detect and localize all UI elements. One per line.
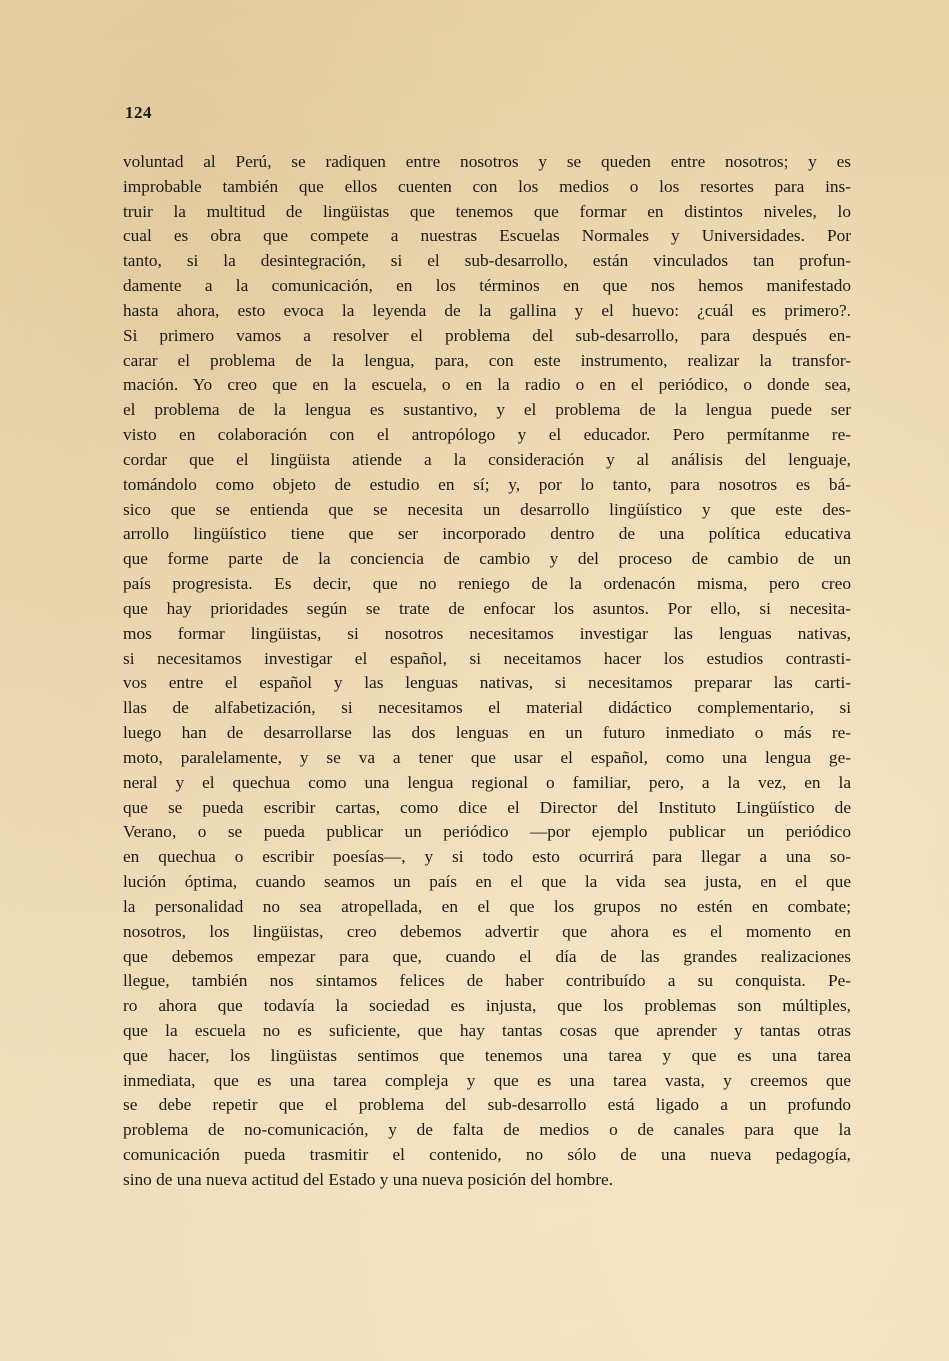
- text-line: [123, 647, 851, 672]
- text-line: [123, 945, 851, 970]
- text-line: [123, 200, 851, 225]
- text-line-content: damente a la comunicación, en los términos en que nos hemos manifestado: [123, 276, 851, 296]
- text-line: [123, 349, 851, 374]
- text-line-content: mación. Yo creo que en la escuela, o en la radio o en el periódico, o donde sea,: [123, 375, 851, 395]
- text-line: [123, 1143, 851, 1168]
- text-line: [123, 274, 851, 299]
- text-line: [123, 224, 851, 249]
- text-line-content: que hacer, los lingüistas sentimos que tenemos una tarea y que es una tarea: [123, 1045, 851, 1065]
- text-line-content: cordar que el lingüista atiende a la consideración y al análisis del lenguaje,: [123, 449, 851, 469]
- text-line: [123, 895, 851, 920]
- text-line: [123, 324, 851, 349]
- text-line: [123, 994, 851, 1019]
- text-line: [123, 820, 851, 845]
- text-line: [123, 249, 851, 274]
- text-line: [123, 845, 851, 870]
- text-line-content: moto, paralelamente, y se va a tener que usar el español, como una lengua ge-: [123, 747, 851, 767]
- text-line-content: comunicación pueda trasmitir el contenido, no sólo de una nueva pedagogía,: [123, 1145, 851, 1165]
- text-line: [123, 448, 851, 473]
- body-text: [123, 150, 851, 1193]
- text-line-content: luego han de desarrollarse las dos lenguas en un futuro inmediato o más re-: [123, 723, 851, 743]
- text-line: [123, 721, 851, 746]
- text-line-content: voluntad al Perú, se radiquen entre nosotros y se queden entre nosotros; y es: [123, 152, 851, 171]
- text-line-content: truir la multitud de lingüistas que tenemos que formar en distintos niveles, lo: [123, 201, 851, 221]
- text-line-content: Verano, o se pueda publicar un periódico —por ejemplo publicar un periódico: [123, 822, 851, 842]
- text-line: [123, 299, 851, 324]
- text-line: [123, 1118, 851, 1143]
- text-line-content: carar el problema de la lengua, para, con este instrumento, realizar la transfor-: [123, 350, 851, 370]
- text-line-content: mos formar lingüistas, si nosotros necesitamos investigar las lenguas nativas,: [123, 623, 851, 643]
- text-line-content: que se pueda escribir cartas, como dice el Director del Instituto Lingüístico de: [123, 797, 851, 817]
- text-line-content: país progresista. Es decir, que no reniego de la ordenacón misma, pero creo: [123, 574, 851, 594]
- text-line-content: que la escuela no es suficiente, que hay tantas cosas que aprender y tantas otras: [123, 1020, 851, 1040]
- text-line: [123, 547, 851, 572]
- text-line: [123, 1044, 851, 1069]
- text-line-content: nosotros, los lingüistas, creo debemos advertir que ahora es el momento en: [123, 921, 851, 941]
- text-line: [123, 1093, 851, 1118]
- text-line-content: que debemos empezar para que, cuando el día de las grandes realizaciones: [123, 946, 851, 966]
- text-line: [123, 671, 851, 696]
- text-line-content: llas de alfabetización, si necesitamos el material didáctico complementario, si: [123, 698, 851, 718]
- text-line-last: [123, 1168, 851, 1193]
- text-line: [123, 398, 851, 423]
- text-line-content: improbable también que ellos cuenten con los medios o los resortes para ins-: [123, 176, 851, 196]
- text-line-content: la personalidad no sea atropellada, en el que los grupos no estén en combate;: [123, 896, 851, 916]
- text-line-content: visto en colaboración con el antropólogo y el educador. Pero permítanme re-: [123, 425, 851, 445]
- text-line-content: que hay prioridades según se trate de enfocar los asuntos. Por ello, si necesita-: [123, 598, 851, 618]
- text-line: [123, 1019, 851, 1044]
- text-line-content: el problema de la lengua es sustantivo, y el problema de la lengua puede ser: [123, 400, 851, 420]
- text-line: [123, 572, 851, 597]
- text-line: [123, 870, 851, 895]
- text-line: [123, 175, 851, 200]
- text-line: [123, 473, 851, 498]
- text-line: [123, 746, 851, 771]
- text-line: [123, 522, 851, 547]
- text-line: [123, 150, 851, 175]
- text-line-content: inmediata, que es una tarea compleja y que es una tarea vasta, y creemos que: [123, 1070, 851, 1090]
- text-line-content: vos entre el español y las lenguas nativas, si necesitamos preparar las carti-: [123, 673, 851, 693]
- text-line: [123, 969, 851, 994]
- text-line-content: que forme parte de la conciencia de cambio y del proceso de cambio de un: [123, 549, 851, 569]
- text-line-content: si necesitamos investigar el español, si neceitamos hacer los estudios contrasti-: [123, 648, 851, 668]
- text-line: [123, 597, 851, 622]
- text-line: [123, 796, 851, 821]
- text-line-content: lución óptima, cuando seamos un país en el que la vida sea justa, en el que: [123, 872, 851, 892]
- page-number: 124: [125, 103, 152, 122]
- text-line-content: se debe repetir que el problema del sub-desarrollo está ligado a un profundo: [123, 1095, 851, 1115]
- text-line-content: arrollo lingüístico tiene que ser incorporado dentro de una política educativa: [123, 524, 851, 544]
- text-line-content: llegue, también nos sintamos felices de haber contribuído a su conquista. Pe-: [123, 971, 851, 991]
- text-line: [123, 1069, 851, 1094]
- text-line-content: sino de una nueva actitud del Estado y una nueva posición del hombre.: [123, 1169, 613, 1189]
- text-line-content: ro ahora que todavía la sociedad es injusta, que los problemas son múltiples,: [123, 996, 851, 1016]
- text-line: [123, 696, 851, 721]
- text-line-content: tomándolo como objeto de estudio en sí; y, por lo tanto, para nosotros es bá-: [123, 474, 851, 494]
- text-line: [123, 498, 851, 523]
- text-line: [123, 373, 851, 398]
- text-line-content: hasta ahora, esto evoca la leyenda de la gallina y el huevo: ¿cuál es primero?.: [123, 300, 851, 320]
- text-line-content: neral y el quechua como una lengua regional o familiar, pero, a la vez, en la: [123, 772, 851, 792]
- text-line-content: en quechua o escribir poesías—, y si todo esto ocurrirá para llegar a una so-: [123, 847, 851, 867]
- text-line-content: Si primero vamos a resolver el problema del sub-desarrollo, para después en-: [123, 325, 851, 345]
- text-line: [123, 771, 851, 796]
- text-line-content: cual es obra que compete a nuestras Escuelas Normales y Universidades. Por: [123, 226, 851, 246]
- text-line-content: sico que se entienda que se necesita un desarrollo lingüístico y que este des-: [123, 499, 851, 519]
- text-line: [123, 920, 851, 945]
- text-line-content: problema de no-comunicación, y de falta de medios o de canales para que la: [123, 1120, 851, 1140]
- text-line: [123, 622, 851, 647]
- text-line-content: tanto, si la desintegración, si el sub-desarrollo, están vinculados tan profun-: [123, 251, 851, 271]
- text-line: [123, 423, 851, 448]
